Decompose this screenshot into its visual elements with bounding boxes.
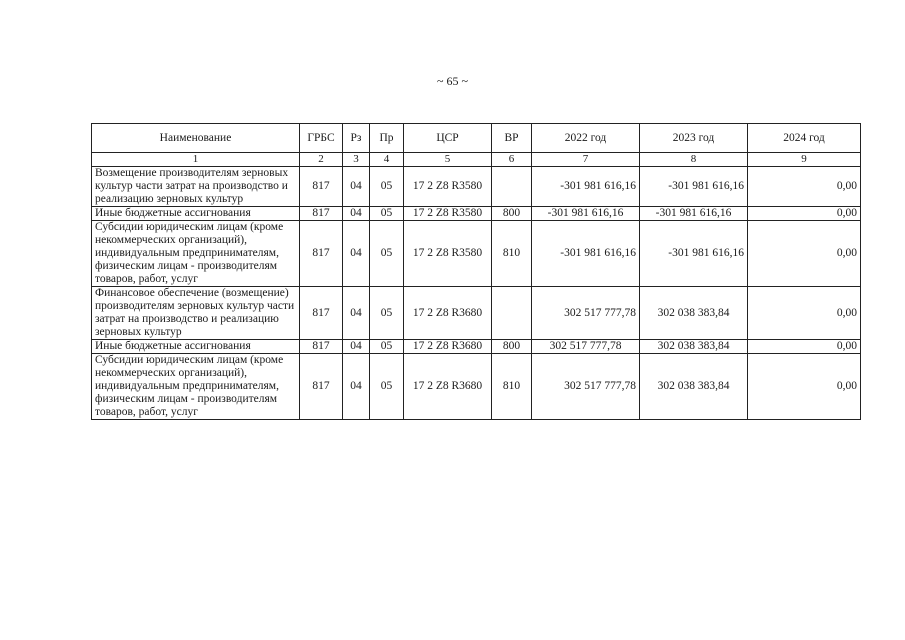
row-grbs: 817	[300, 354, 343, 420]
header-name: Наименование	[92, 124, 300, 153]
column-number: 4	[370, 153, 404, 167]
header-pr: Пр	[370, 124, 404, 153]
header-vr: ВР	[492, 124, 532, 153]
row-grbs: 817	[300, 167, 343, 207]
row-2022: -301 981 616,16	[532, 221, 640, 287]
row-2023: -301 981 616,16	[640, 221, 748, 287]
row-name: Субсидии юридическим лицам (кроме некоммерческих организаций), индивидуальным предпринимателям, физическим лицам - производителям товаров, работ, услуг	[92, 354, 300, 420]
row-csr: 17 2 Z8 R3680	[404, 340, 492, 354]
row-csr: 17 2 Z8 R3580	[404, 221, 492, 287]
row-csr: 17 2 Z8 R3580	[404, 167, 492, 207]
table-row	[92, 167, 861, 207]
header-csr: ЦСР	[404, 124, 492, 153]
row-pr: 05	[370, 167, 404, 207]
row-2023: 302 038 383,84	[640, 287, 748, 340]
row-2022: 302 517 777,78	[532, 287, 640, 340]
row-2024: 0,00	[748, 287, 861, 340]
row-rz: 04	[343, 221, 370, 287]
row-2022: 302 517 777,78	[532, 354, 640, 420]
table-row	[92, 287, 861, 340]
row-vr: 810	[492, 221, 532, 287]
row-2023: -301 981 616,16	[640, 167, 748, 207]
row-2023: 302 038 383,84	[640, 340, 748, 354]
row-2024: 0,00	[748, 354, 861, 420]
row-2022: -301 981 616,16	[532, 207, 640, 221]
row-name: Иные бюджетные ассигнования	[92, 340, 300, 354]
header-grbs: ГРБС	[300, 124, 343, 153]
row-2024: 0,00	[748, 207, 861, 221]
page-number: ~ 65 ~	[437, 74, 468, 88]
row-2024: 0,00	[748, 167, 861, 207]
row-csr: 17 2 Z8 R3580	[404, 207, 492, 221]
row-grbs: 817	[300, 207, 343, 221]
table-row	[92, 221, 861, 287]
row-name: Иные бюджетные ассигнования	[92, 207, 300, 221]
row-2022: -301 981 616,16	[532, 167, 640, 207]
row-rz: 04	[343, 287, 370, 340]
row-vr	[492, 167, 532, 207]
header-2024: 2024 год	[748, 124, 861, 153]
table-row	[92, 207, 861, 221]
row-csr: 17 2 Z8 R3680	[404, 287, 492, 340]
row-name: Возмещение производителям зерновых культур части затрат на производство и реализацию зерновых культур	[92, 167, 300, 207]
row-grbs: 817	[300, 340, 343, 354]
column-number: 3	[343, 153, 370, 167]
row-csr: 17 2 Z8 R3680	[404, 354, 492, 420]
row-2024: 0,00	[748, 221, 861, 287]
column-number: 2	[300, 153, 343, 167]
row-vr: 800	[492, 340, 532, 354]
row-vr	[492, 287, 532, 340]
row-name: Финансовое обеспечение (возмещение) производителям зерновых культур части затрат на производство и реализацию зерновых культур	[92, 287, 300, 340]
row-2023: 302 038 383,84	[640, 354, 748, 420]
row-grbs: 817	[300, 221, 343, 287]
row-rz: 04	[343, 167, 370, 207]
column-number: 6	[492, 153, 532, 167]
header-rz: Рз	[343, 124, 370, 153]
row-grbs: 817	[300, 287, 343, 340]
row-2024: 0,00	[748, 340, 861, 354]
table-row	[92, 354, 861, 420]
column-number: 9	[748, 153, 861, 167]
budget-table	[91, 123, 861, 420]
row-rz: 04	[343, 207, 370, 221]
column-number: 7	[532, 153, 640, 167]
row-pr: 05	[370, 221, 404, 287]
row-name: Субсидии юридическим лицам (кроме некоммерческих организаций), индивидуальным предпринимателям, физическим лицам - производителям товаров, работ, услуг	[92, 221, 300, 287]
row-rz: 04	[343, 354, 370, 420]
header-2023: 2023 год	[640, 124, 748, 153]
column-number: 1	[92, 153, 300, 167]
column-number: 5	[404, 153, 492, 167]
table-row	[92, 340, 861, 354]
row-rz: 04	[343, 340, 370, 354]
header-2022: 2022 год	[532, 124, 640, 153]
row-pr: 05	[370, 207, 404, 221]
row-vr: 810	[492, 354, 532, 420]
row-pr: 05	[370, 340, 404, 354]
row-pr: 05	[370, 354, 404, 420]
row-2023: -301 981 616,16	[640, 207, 748, 221]
row-vr: 800	[492, 207, 532, 221]
column-number: 8	[640, 153, 748, 167]
column-number-row	[92, 153, 861, 167]
table-header-row	[92, 124, 861, 153]
row-2022: 302 517 777,78	[532, 340, 640, 354]
row-pr: 05	[370, 287, 404, 340]
